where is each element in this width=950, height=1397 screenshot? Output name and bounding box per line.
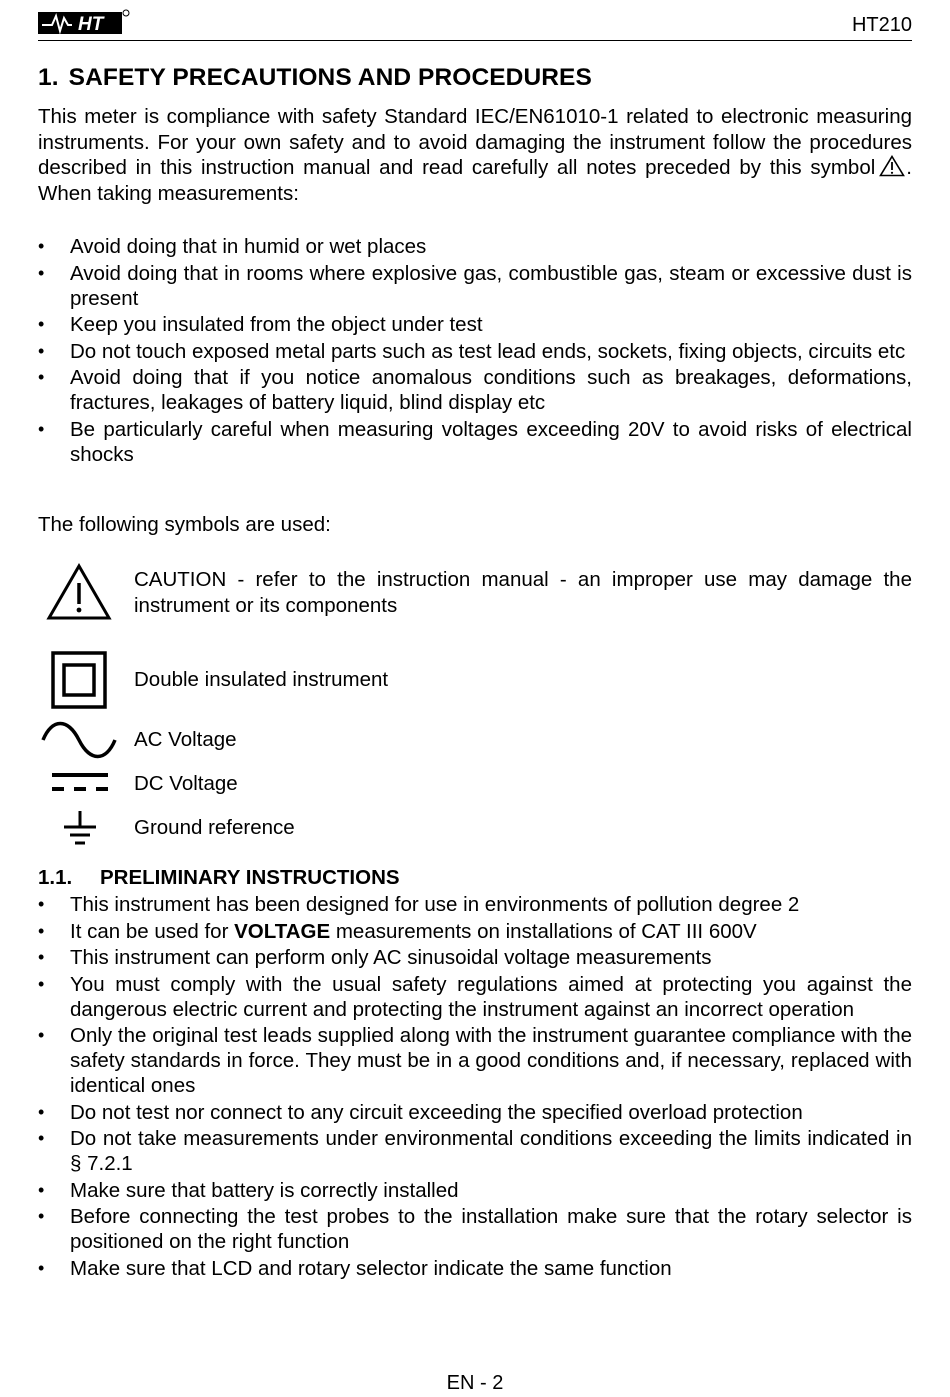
list-item: • Avoid doing that in humid or wet places [38,234,912,259]
symbol-double-insulated-text: Double insulated instrument [134,668,389,691]
symbols-intro: The following symbols are used: [38,513,331,536]
list-item: • Before connecting the test probes to the installation make sure that the rotary selector is positioned on the right function [38,1204,912,1254]
subsection-title: 1.1. PRELIMINARY INSTRUCTIONS [38,866,400,889]
ht-logo [38,8,130,36]
safety-bullet-list [38,234,912,468]
voltage-keyword: VOLTAGE [234,919,331,943]
symbol-caution-text: CAUTION - refer to the instruction manual - an improper use may damage the instrument or its components [134,568,912,617]
list-item: • Avoid doing that in rooms where explosive gas, combustible gas, steam or excessive dust is present [38,261,912,311]
intro-paragraph: This meter is compliance with safety Standard IEC/EN61010-1 related to electronic measuring instruments. For your own safety and to avoid damaging the instrument follow the procedures described in this instruction manual and read carefully all notes preceded by this symbol . When taking measurements: [38,105,912,205]
preliminary-bullet-list [38,892,912,1282]
page-number: EN - 2 [446,1372,504,1394]
symbol-ac-text: AC Voltage [134,728,237,751]
list-item: • Avoid doing that if you notice anomalous conditions such as breakages, deformations, fractures, leakages of battery liquid, blind display etc [38,365,912,415]
model-name: HT210 [851,14,912,36]
symbol-ground-text: Ground reference [134,816,295,839]
caution-triangle-icon [46,563,112,621]
list-item: • You must comply with the usual safety regulations aimed at protecting you against the dangerous electric current and protecting the instrument against an incorrect operation [38,972,912,1022]
ground-icon [62,810,98,848]
list-item: • Keep you insulated from the object under test [38,312,912,337]
symbol-dc-text: DC Voltage [134,772,238,795]
list-item: • This instrument can perform only AC sinusoidal voltage measurements [38,945,912,970]
list-item: • Do not test nor connect to any circuit exceeding the specified overload protection [38,1100,912,1125]
dc-voltage-icon [50,771,110,795]
header-rule [38,40,912,41]
ac-voltage-icon [40,720,118,760]
list-item: • Do not touch exposed metal parts such as test lead ends, sockets, fixing objects, circuits etc [38,339,912,364]
list-item: • This instrument has been designed for use in environments of pollution degree 2 [38,892,912,917]
svg-text:HT: HT [78,14,104,35]
list-item: • Be particularly careful when measuring voltages exceeding 20V to avoid risks of electrical shocks [38,417,912,467]
list-item: • Make sure that LCD and rotary selector indicate the same function [38,1256,912,1281]
list-item: • Do not take measurements under environmental conditions exceeding the limits indicated in § 7.2.1 [38,1126,912,1176]
list-item: • It can be used for VOLTAGE measurements on installations of CAT III 600V [38,919,912,944]
list-item: • Only the original test leads supplied along with the instrument guarantee compliance with the safety standards in force. They must be in a good conditions and, if necessary, replaced with identical ones [38,1023,912,1098]
list-item: • Make sure that battery is correctly installed [38,1178,912,1203]
warning-triangle-icon [879,155,905,177]
double-insulation-icon [51,651,107,709]
section-title: 1. SAFETY PRECAUTIONS AND PROCEDURES [38,64,592,91]
